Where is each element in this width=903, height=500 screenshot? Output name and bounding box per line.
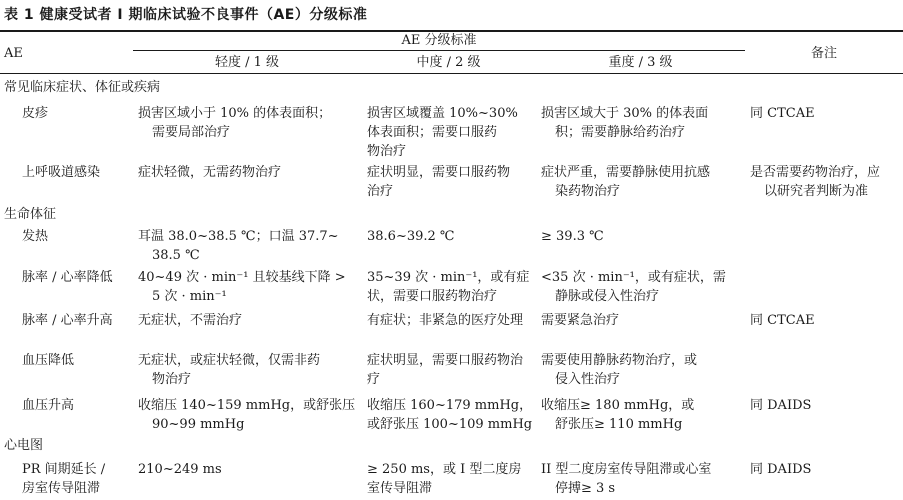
cell-moderate-r7-l1: 收缩压 160~179 mmHg， (367, 398, 533, 413)
cell-severe-r1-l1: 损害区域大于 30% 的体表面 (541, 106, 709, 121)
cell-ae-r6-l1: 血压降低 (22, 353, 75, 368)
cell-ae-r5-l1: 脉率 / 心率升高 (22, 313, 113, 328)
header-ae: AE (4, 46, 23, 61)
cell-severe-r8-l2: 停搏≥ 3 s (555, 481, 616, 496)
cell-moderate-r8-l2: 室传导阻滞 (367, 481, 433, 496)
cell-ae-r8-l1: PR 间期延长 / (22, 462, 106, 477)
cell-moderate-r7-l2: 或舒张压 100~109 mmHg (367, 417, 533, 432)
cell-mild-r3-l1: 耳温 38.0~38.5 ℃；口温 37.7~ (138, 229, 339, 244)
cell-remarks-r1-l1: 同 CTCAE (750, 106, 815, 121)
cell-severe-r5-l1: 需要紧急治疗 (541, 313, 620, 328)
cell-moderate-r8-l1: ≥ 250 ms，或 I 型二度房 (367, 462, 522, 477)
section-vital-signs: 生命体征 (4, 207, 57, 222)
header-remarks: 备注 (810, 46, 837, 61)
cell-remarks-r8-l1: 同 DAIDS (750, 462, 812, 477)
cell-mild-r7-l2: 90~99 mmHg (152, 417, 245, 432)
cell-mild-r2-l1: 症状轻微，无需药物治疗 (138, 165, 282, 180)
cell-moderate-r3-l1: 38.6~39.2 ℃ (367, 229, 455, 244)
cell-severe-r2-l1: 症状严重，需要静脉使用抗感 (541, 165, 711, 180)
cell-mild-r1-l2: 需要局部治疗 (152, 125, 231, 140)
cell-mild-r4-l1: 40~49 次 · min⁻¹ 且较基线下降 > (138, 270, 346, 285)
cell-moderate-r5-l1: 有症状；非紧急的医疗处理 (367, 313, 524, 328)
cell-mild-r6-l1: 无症状，或症状轻微，仅需非药 (138, 353, 321, 368)
section-symptoms: 常见临床症状、体征或疾病 (4, 80, 161, 95)
cell-remarks-r5-l1: 同 CTCAE (750, 313, 815, 328)
cell-severe-r6-l2: 侵入性治疗 (555, 372, 621, 387)
cell-severe-r7-l1: 收缩压≥ 180 mmHg，或 (541, 398, 695, 413)
cell-mild-r6-l2: 物治疗 (152, 372, 192, 387)
cell-moderate-r1-l1: 损害区域覆盖 10%~30% (367, 106, 518, 121)
cell-moderate-r4-l1: 35~39 次 · min⁻¹，或有症 (367, 270, 530, 285)
cell-severe-r6-l1: 需要使用静脉药物治疗，或 (541, 353, 698, 368)
cell-severe-r3-l1: ≥ 39.3 ℃ (541, 229, 604, 244)
cell-ae-r8-l2: 房室传导阻滞 (22, 481, 101, 496)
cell-severe-r7-l2: 舒张压≥ 110 mmHg (555, 417, 683, 432)
cell-severe-r4-l2: 静脉或侵入性治疗 (555, 289, 660, 304)
cell-moderate-r2-l1: 症状明显，需要口服药物 (367, 165, 511, 180)
cell-remarks-r2-l1: 是否需要药物治疗，应 (750, 165, 881, 180)
cell-severe-r1-l2: 积；需要静脉给药治疗 (555, 125, 686, 140)
cell-ae-r1-l1: 皮疹 (22, 106, 49, 121)
cell-moderate-r6-l1: 症状明显，需要口服药物治 (367, 353, 524, 368)
cell-mild-r5-l1: 无症状，不需治疗 (138, 313, 243, 328)
cell-mild-r8-l1: 210~249 ms (138, 462, 222, 477)
header-severe: 重度 / 3 级 (608, 55, 673, 70)
cell-mild-r3-l2: 38.5 ℃ (152, 248, 200, 263)
cell-severe-r8-l1: II 型二度房室传导阻滞或心室 (541, 462, 712, 477)
cell-moderate-r1-l3: 物治疗 (367, 144, 407, 159)
header-moderate: 中度 / 2 级 (416, 55, 481, 70)
cell-mild-r1-l1: 损害区域小于 10% 的体表面积； (138, 106, 332, 121)
cell-ae-r7-l1: 血压升高 (22, 398, 75, 413)
cell-ae-r4-l1: 脉率 / 心率降低 (22, 270, 113, 285)
cell-ae-r3-l1: 发热 (22, 229, 49, 244)
cell-moderate-r4-l2: 状，需要口服药物治疗 (367, 289, 498, 304)
cell-severe-r2-l2: 染药物治疗 (555, 184, 621, 199)
cell-mild-r4-l2: 5 次 · min⁻¹ (152, 289, 227, 304)
cell-moderate-r1-l2: 体表面积；需要口服药 (367, 125, 498, 140)
cell-ae-r2-l1: 上呼吸道感染 (22, 165, 101, 180)
header-group: AE 分级标准 (401, 33, 477, 48)
table-caption: 表 1 健康受试者 I 期临床试验不良事件（AE）分级标准 (4, 7, 368, 23)
section-ecg: 心电图 (4, 438, 44, 453)
cell-moderate-r6-l2: 疗 (367, 372, 381, 387)
cell-remarks-r2-l2: 以研究者判断为准 (764, 184, 869, 199)
cell-mild-r7-l1: 收缩压 140~159 mmHg，或舒张压 (138, 398, 356, 413)
header-mild: 轻度 / 1 级 (214, 55, 280, 70)
cell-moderate-r2-l2: 治疗 (367, 184, 394, 199)
cell-severe-r4-l1: <35 次 · min⁻¹，或有症状，需 (541, 270, 726, 285)
header-bottom-rule (0, 73, 903, 74)
group-underline (133, 50, 745, 51)
cell-remarks-r7-l1: 同 DAIDS (750, 398, 812, 413)
